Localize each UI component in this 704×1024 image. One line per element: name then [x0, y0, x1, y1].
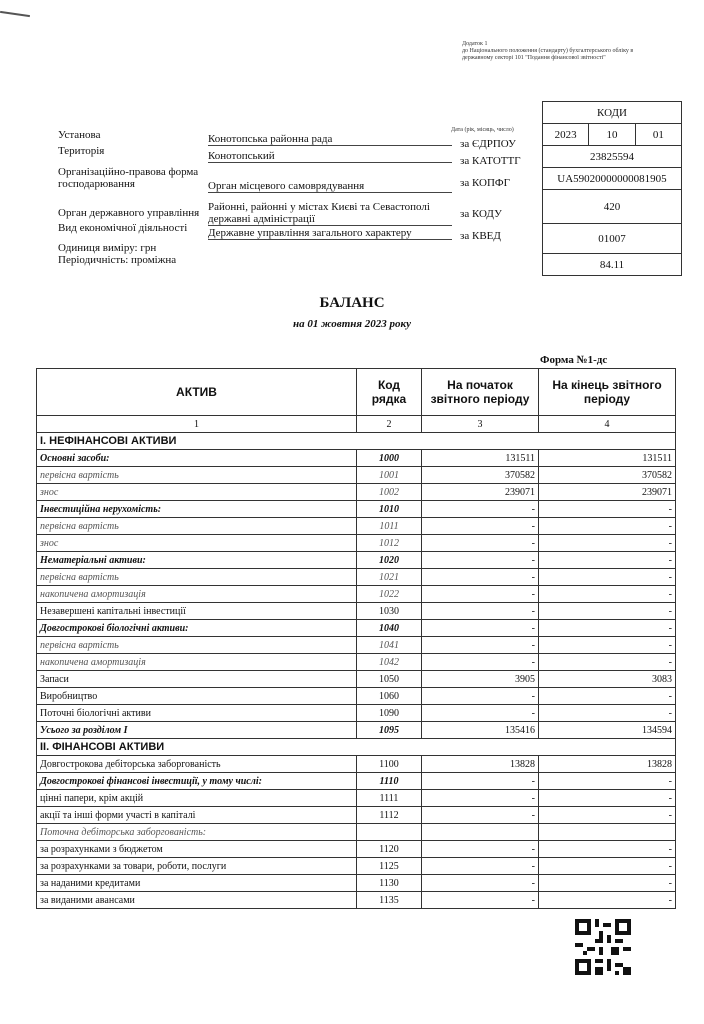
table-row	[37, 875, 676, 892]
header-end: На кінець звітного періоду	[539, 369, 676, 416]
table-row	[37, 552, 676, 569]
page-title: БАЛАНС	[319, 295, 385, 311]
value-activity: Державне управління загального характеру	[208, 227, 452, 240]
row-start-value: -	[422, 552, 539, 569]
row-end-value: -	[539, 892, 676, 909]
row-label: Поточні біологічні активи	[37, 705, 357, 722]
row-label: Інвестиційна нерухомість:	[37, 501, 357, 518]
row-label: за виданими авансами	[37, 892, 357, 909]
code-label-kodu: за КОДУ	[460, 208, 502, 220]
codes-box	[542, 101, 682, 276]
row-label: за розрахунками з бюджетом	[37, 841, 357, 858]
row-start-value	[422, 824, 539, 841]
header-aktyv: АКТИВ	[37, 369, 357, 416]
code-kopfg: 420	[543, 189, 681, 223]
row-code: 1041	[357, 637, 422, 654]
row-end-value: -	[539, 620, 676, 637]
row-start-value: 131511	[422, 450, 539, 467]
row-code: 1090	[357, 705, 422, 722]
row-start-value: 239071	[422, 484, 539, 501]
row-label: первісна вартість	[37, 467, 357, 484]
row-label: Поточна дебіторська заборгованість:	[37, 824, 357, 841]
row-start-value: 370582	[422, 467, 539, 484]
row-code: 1020	[357, 552, 422, 569]
label-gov-body: Орган державного управління	[58, 207, 200, 219]
row-start-value: -	[422, 637, 539, 654]
table-row	[37, 586, 676, 603]
table-row	[37, 671, 676, 688]
code-label-edrpou: за ЄДРПОУ	[460, 138, 516, 150]
row-code: 1125	[357, 858, 422, 875]
row-end-value: -	[539, 501, 676, 518]
row-end-value: -	[539, 841, 676, 858]
row-start-value: -	[422, 688, 539, 705]
row-end-value	[539, 824, 676, 841]
colnum-4: 4	[539, 416, 676, 433]
row-start-value: -	[422, 586, 539, 603]
row-label: накопичена амортизація	[37, 586, 357, 603]
row-code: 1001	[357, 467, 422, 484]
row-label: накопичена амортизація	[37, 654, 357, 671]
table-row	[37, 654, 676, 671]
row-code: 1095	[357, 722, 422, 739]
row-label: за наданими кредитами	[37, 875, 357, 892]
row-code: 1130	[357, 875, 422, 892]
row-start-value: -	[422, 892, 539, 909]
table-row	[37, 892, 676, 909]
row-start-value: -	[422, 535, 539, 552]
row-code: 1002	[357, 484, 422, 501]
code-label-katottg: за КАТОТТГ	[460, 155, 521, 167]
date-day: 01	[635, 124, 681, 145]
row-start-value: -	[422, 773, 539, 790]
date-codes	[543, 123, 681, 145]
table-row	[37, 501, 676, 518]
table-row	[37, 433, 676, 450]
row-end-value: -	[539, 688, 676, 705]
code-kved: 84.11	[543, 253, 681, 275]
row-end-value: -	[539, 552, 676, 569]
code-katottg: UA59020000000081905	[543, 167, 681, 189]
row-code: 1111	[357, 790, 422, 807]
balance-table	[36, 368, 676, 909]
colnum-3: 3	[422, 416, 539, 433]
row-label: Виробництво	[37, 688, 357, 705]
table-row	[37, 688, 676, 705]
row-label: Довгострокові фінансові інвестиції, у тому числі:	[37, 773, 357, 790]
row-end-value: 3083	[539, 671, 676, 688]
code-label-kved: за КВЕД	[460, 230, 501, 242]
row-label: Нематеріальні активи:	[37, 552, 357, 569]
row-end-value: -	[539, 858, 676, 875]
table-row	[37, 603, 676, 620]
date-label: Дата (рік, місяць, число)	[451, 127, 514, 133]
row-label: первісна вартість	[37, 518, 357, 535]
table-row	[37, 450, 676, 467]
row-code: 1060	[357, 688, 422, 705]
row-start-value: -	[422, 654, 539, 671]
row-end-value: -	[539, 654, 676, 671]
row-end-value: 239071	[539, 484, 676, 501]
row-label: Усього за розділом I	[37, 722, 357, 739]
row-label: Незавершені капітальні інвестиції	[37, 603, 357, 620]
row-end-value: -	[539, 569, 676, 586]
table-row	[37, 569, 676, 586]
periodicity-label: Періодичність: проміжна	[58, 254, 177, 266]
row-start-value: -	[422, 807, 539, 824]
table-row	[37, 739, 676, 756]
row-end-value: 13828	[539, 756, 676, 773]
row-start-value: -	[422, 858, 539, 875]
date-year: 2023	[554, 128, 577, 141]
row-code: 1120	[357, 841, 422, 858]
table-row	[37, 858, 676, 875]
row-end-value: -	[539, 773, 676, 790]
page-subtitle: на 01 жовтня 2023 року	[292, 318, 411, 330]
row-code: 1100	[357, 756, 422, 773]
row-code: 1050	[357, 671, 422, 688]
row-label: знос	[37, 484, 357, 501]
table-header-row	[37, 369, 676, 416]
label-activity: Вид економічної діяльності	[58, 222, 188, 234]
row-end-value: -	[539, 603, 676, 620]
table-row	[37, 484, 676, 501]
scan-mark	[0, 11, 30, 17]
table-row	[37, 518, 676, 535]
table-row	[37, 705, 676, 722]
row-end-value: -	[539, 705, 676, 722]
row-start-value: -	[422, 603, 539, 620]
table-row	[37, 535, 676, 552]
row-label: знос	[37, 535, 357, 552]
row-start-value: -	[422, 841, 539, 858]
row-label: за розрахунками за товари, роботи, послуги	[37, 858, 357, 875]
row-end-value: -	[539, 518, 676, 535]
row-start-value: -	[422, 569, 539, 586]
row-start-value: 13828	[422, 756, 539, 773]
code-label-kopfg: за КОПФГ	[460, 177, 510, 189]
row-label: Основні засоби:	[37, 450, 357, 467]
row-code: 1012	[357, 535, 422, 552]
label-terytoriia: Територія	[58, 145, 105, 157]
unit-label: Одиниця виміру: грн	[58, 242, 157, 254]
row-label: первісна вартість	[37, 569, 357, 586]
colnum-1: 1	[37, 416, 357, 433]
row-start-value: -	[422, 875, 539, 892]
row-label: Довгострокові біологічні активи:	[37, 620, 357, 637]
row-label: цінні папери, крім акцій	[37, 790, 357, 807]
table-row	[37, 756, 676, 773]
value-gov-body: Районні, районні у містах Києві та Севастополі державні адміністрації	[208, 201, 452, 226]
row-code: 1011	[357, 518, 422, 535]
row-label: I. НЕФІНАНСОВІ АКТИВИ	[37, 433, 676, 450]
row-start-value: -	[422, 620, 539, 637]
table-row	[37, 824, 676, 841]
row-code: 1040	[357, 620, 422, 637]
row-code: 1021	[357, 569, 422, 586]
column-numbers-row	[37, 416, 676, 433]
label-ustanova: Установа	[58, 129, 101, 141]
header-start: На початок звітного періоду	[422, 369, 539, 416]
table-row	[37, 620, 676, 637]
table-row	[37, 807, 676, 824]
row-code: 1135	[357, 892, 422, 909]
row-end-value: 134594	[539, 722, 676, 739]
row-label: первісна вартість	[37, 637, 357, 654]
row-label: Довгострокова дебіторська заборгованість	[37, 756, 357, 773]
row-end-value: -	[539, 807, 676, 824]
row-code: 1030	[357, 603, 422, 620]
row-label: акції та інші форми участі в капіталі	[37, 807, 357, 824]
codes-title: КОДИ	[597, 106, 627, 119]
value-ustanova: Конотопська районна рада	[208, 133, 452, 146]
row-label: II. ФІНАНСОВІ АКТИВИ	[37, 739, 676, 756]
row-end-value: 131511	[539, 450, 676, 467]
row-code: 1022	[357, 586, 422, 603]
row-start-value: -	[422, 518, 539, 535]
row-start-value: 135416	[422, 722, 539, 739]
colnum-2: 2	[357, 416, 422, 433]
row-code: 1110	[357, 773, 422, 790]
row-code: 1000	[357, 450, 422, 467]
table-row	[37, 841, 676, 858]
row-end-value: -	[539, 637, 676, 654]
table-row	[37, 637, 676, 654]
row-end-value: -	[539, 535, 676, 552]
row-end-value: -	[539, 790, 676, 807]
row-start-value: -	[422, 705, 539, 722]
row-code	[357, 824, 422, 841]
value-org-form: Орган місцевого самоврядування	[208, 180, 452, 193]
row-start-value: -	[422, 790, 539, 807]
label-org-form: Організаційно-правова форма господарювання	[58, 166, 199, 190]
code-edrpou: 23825594	[543, 145, 681, 167]
form-label: Форма №1-дс	[540, 354, 608, 366]
row-start-value: 3905	[422, 671, 539, 688]
qr-code-icon	[575, 919, 631, 975]
row-code: 1010	[357, 501, 422, 518]
code-kodu: 01007	[543, 223, 681, 253]
row-end-value: 370582	[539, 467, 676, 484]
table-row	[37, 467, 676, 484]
row-label: Запаси	[37, 671, 357, 688]
date-month: 10	[588, 124, 634, 145]
header-code: Код рядка	[357, 369, 422, 416]
row-end-value: -	[539, 875, 676, 892]
row-end-value: -	[539, 586, 676, 603]
row-code: 1112	[357, 807, 422, 824]
table-row	[37, 773, 676, 790]
row-start-value: -	[422, 501, 539, 518]
header-note: Додаток 1 до Національного положення (стандарту) бухгалтерського обліку в державному секторі 101 "Подання фінансової звітності"	[462, 41, 634, 61]
table-row	[37, 722, 676, 739]
row-code: 1042	[357, 654, 422, 671]
value-terytoriia: Конотопський	[208, 150, 452, 163]
table-row	[37, 790, 676, 807]
